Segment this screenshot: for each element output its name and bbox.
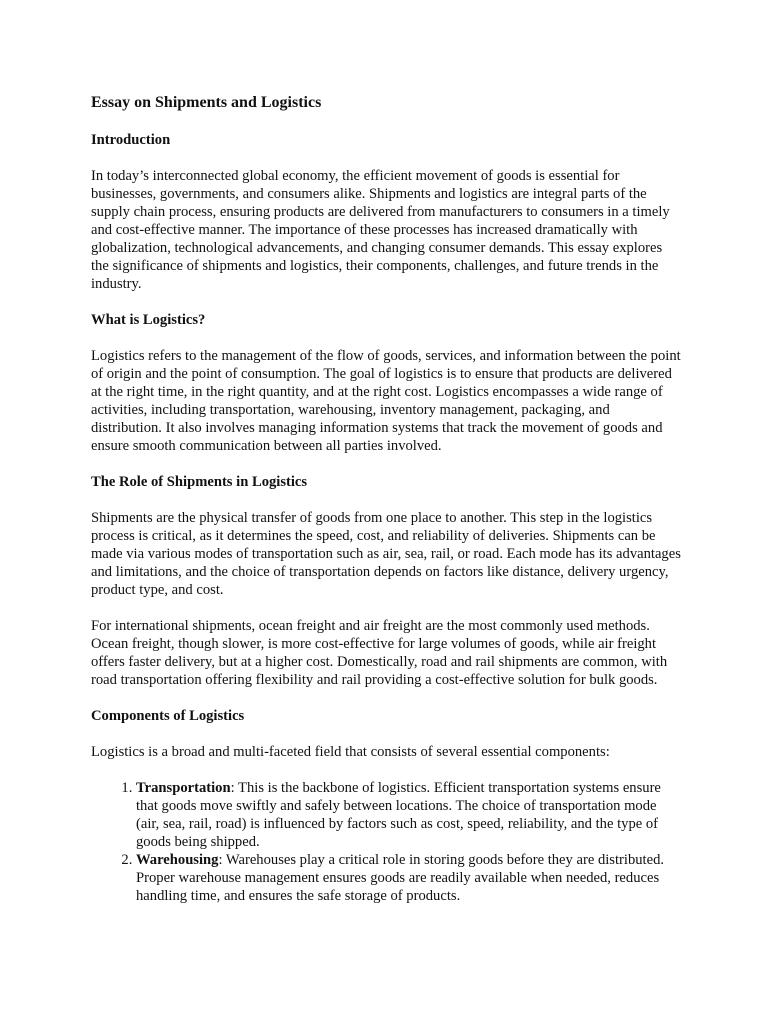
- components-list: [91, 779, 681, 905]
- document-page: [91, 92, 681, 905]
- section-heading-components: Components of Logistics: [91, 708, 245, 724]
- document-title: Essay on Shipments and Logistics: [91, 94, 322, 111]
- paragraph-role-of-shipments-1: Shipments are the physical transfer of goods from one place to another. This step in the logistics process is critical, as it determines the speed, cost, and reliability of deliveries. Shipments can be made via various modes of transportation such as air, sea, rail, or road. Each mode has its advantages and limitations, and the choice of transportation depends on factors like distance, delivery urgency, product type, and cost.: [91, 510, 681, 598]
- list-item-term: Transportation: [136, 780, 231, 796]
- paragraph-components-intro: Logistics is a broad and multi-faceted field that consists of several essential components:: [91, 744, 610, 760]
- paragraph-role-of-shipments-2: For international shipments, ocean freight and air freight are the most commonly used methods. Ocean freight, though slower, is more cost-effective for large volumes of goods, while air freight offers faster delivery, but at a higher cost. Domestically, road and rail shipments are common, with road transportation offering flexibility and rail providing a cost-effective solution for bulk goods.: [91, 618, 668, 688]
- section-heading-introduction: Introduction: [91, 132, 171, 148]
- paragraph-what-is-logistics: Logistics refers to the management of the flow of goods, services, and information between the point of origin and the point of consumption. The goal of logistics is to ensure that products are delivered at the right time, in the right quantity, and at the right cost. Logistics encompasses a wide range of activities, including transportation, warehousing, inventory management, packaging, and distribution. It also involves managing information systems that track the movement of goods and ensure smooth communication between all parties involved.: [91, 348, 681, 454]
- list-item-term: Warehousing: [136, 852, 219, 868]
- section-heading-what-is-logistics: What is Logistics?: [91, 312, 206, 328]
- list-item-text: : This is the backbone of logistics. Efficient transportation systems ensure that goods move swiftly and safely between locations. The choice of transportation mode (air, sea, rail, road) is influenced by factors such as cost, speed, reliability, and the type of goods being shipped.: [136, 780, 661, 850]
- list-item-text: : Warehouses play a critical role in storing goods before they are distributed. Proper warehouse management ensures goods are readily available when needed, reduces handling time, and ensures the safe storage of products.: [136, 852, 665, 904]
- list-item-transportation: [136, 779, 681, 851]
- list-item-warehousing: [136, 851, 681, 905]
- paragraph-introduction: In today’s interconnected global economy, the efficient movement of goods is essential for businesses, governments, and consumers alike. Shipments and logistics are integral parts of the supply chain process, ensuring products are delivered from manufacturers to consumers in a timely and cost-effective manner. The importance of these processes has increased dramatically with globalization, technological advancements, and changing consumer demands. This essay explores the significance of shipments and logistics, their components, challenges, and future trends in the industry.: [91, 168, 670, 292]
- section-heading-role-of-shipments: The Role of Shipments in Logistics: [91, 474, 308, 490]
